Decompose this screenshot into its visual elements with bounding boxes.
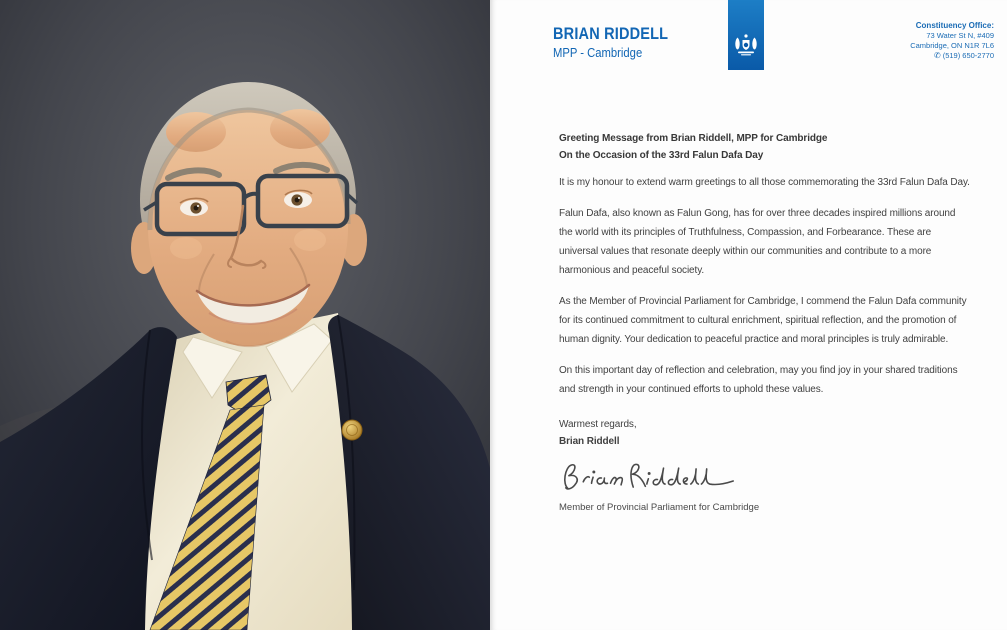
signatory-name: Brian Riddell — [559, 436, 620, 447]
office-phone: (519) 650-2770 — [942, 51, 994, 60]
letter-paragraph: Falun Dafa, also known as Falun Gong, has for over three decades inspired millions around the world with its principles of Truthfulness, Compassion, and Forbearance. These are universal values that resonate deeply within our communities and contribute to a more harmonious and peaceful society. — [559, 208, 956, 276]
office-phone-row — [910, 51, 994, 61]
handwritten-signature — [559, 458, 971, 498]
letter-body — [559, 130, 971, 517]
signatory-title: Member of Provincial Parliament for Cambridge — [559, 502, 760, 513]
letterhead-role: MPP - Cambridge — [553, 46, 643, 60]
phone-icon: ✆ — [934, 51, 941, 60]
office-title: Constituency Office: — [915, 21, 994, 30]
letter-heading-line2: On the Occasion of the 33rd Falun Dafa Day — [559, 150, 764, 161]
legislature-crest-logo — [728, 0, 764, 70]
letter-paragraph: On this important day of reflection and celebration, may you find joy in your shared traditions and strength in your continued efforts to uphold these values. — [559, 365, 958, 395]
letter-heading — [559, 130, 971, 164]
letter-page — [490, 0, 1007, 630]
letter-closing — [559, 416, 971, 450]
closing-salutation: Warmest regards, — [559, 419, 637, 430]
letterhead-name: BRIAN RIDDELL — [553, 25, 669, 43]
office-address-line2: Cambridge, ON N1R 7L6 — [910, 41, 994, 50]
portrait-illustration — [0, 0, 490, 630]
constituency-office-block — [910, 21, 994, 61]
letter-heading-line1: Greeting Message from Brian Riddell, MPP for Cambridge — [559, 133, 828, 144]
letter-paragraph: As the Member of Provincial Parliament for Cambridge, I commend the Falun Dafa community for its continued commitment to cultural enrichment, spiritual reflection, and the promotion of human dignity. Your dedication to peaceful practice and moral principles is truly admirable. — [559, 296, 967, 345]
letterhead-name-block — [553, 25, 684, 60]
lapel-pin — [342, 420, 362, 440]
office-address-line1: 73 Water St N, #409 — [926, 31, 994, 40]
letter-paragraph: It is my honour to extend warm greetings to all those commemorating the 33rd Falun Dafa Day. — [559, 177, 970, 188]
portrait-photo — [0, 0, 490, 630]
